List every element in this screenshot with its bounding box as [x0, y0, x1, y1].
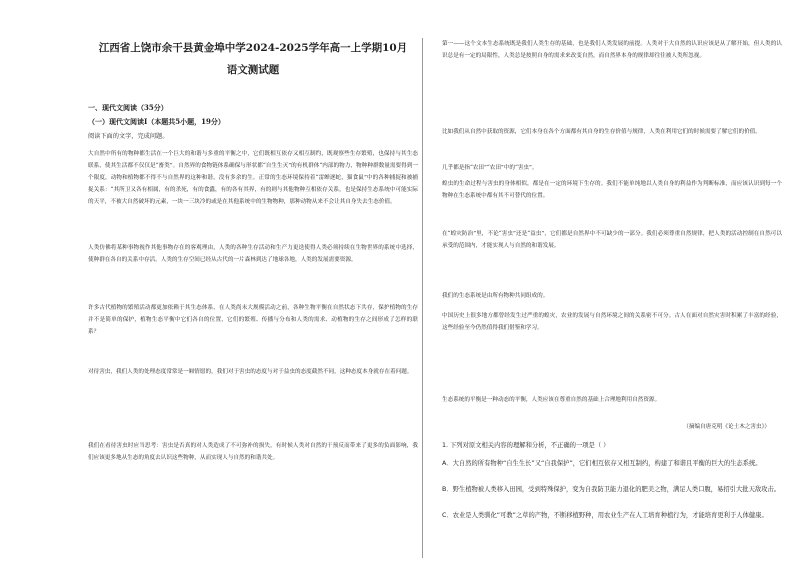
column-divider — [422, 38, 423, 558]
source-citation: （摘编自唐克明《论土木之害虫》） — [683, 424, 770, 430]
option-a: A．大自然的所有物种“自生生长”又“自我保护”，它们相互依存又相互制约，构建了和谐且平衡的巨大的生态系统。 — [442, 460, 762, 467]
paragraph: 许多古代植物的繁殖活动都更加依赖于其生态体系，在人类尚未大规模活动之前，各种生物平衡在自然状态下共存，保护植物的生存并不是简单的保护，植物生态平衡中它们各自的位置，它们的繁殖、传播与分布和人类的需求、动植物的生存之间形成了怎样的联系？ — [88, 305, 418, 335]
paragraph: 我们在看待害虫时应当思考：害虫是否真的对人类造成了不可弥补的损失，有时候人类对自然的干预反而带来了更多的负面影响，我们应该更多地从生态的角度去认识这些物种，从而实现人与自然的和谐共处。 — [88, 443, 418, 461]
paragraph: 我们的生态系统是由所有物种共同组成的。 — [442, 293, 549, 299]
option-b: B．野生植物被人类移入田园，受到特殊保护，变为自我防卫能力退化的肥美之物，满足人类口腹，易招引大批天敌攻击。 — [442, 486, 781, 493]
subsection-heading: （一）现代文阅读I（本题共5小题，19分） — [88, 117, 225, 126]
paragraph: 人类仿佛将某种事物视作其他事物存在的客观理由，人类的各种生存活动和生产力更迭使得人类必须持续在生物世界的系统中选择，使种群在各自的关系中存活。人类的生存空间已经从古代的一片森林到达了地球各地，人类的发展需要资源。 — [88, 245, 418, 263]
paragraph: 中国历史上很多地方都曾经发生过严重的蝗灾，农业的发展与自然环境之间的关系密不可分。古人在面对自然灾害时积累了丰富的经验，这些经验至今仍然值得我们借鉴和学习。 — [442, 313, 782, 332]
paragraph: 蝗虫的生命过程与害虫的身体相似，都是在一定的环境下生存的。我们不能单纯地以人类自身的利益作为判断标准，而应该认识到每一个物种在生态系统中都有其不可替代的位置。 — [442, 181, 782, 200]
paragraph: 生态系统的平衡是一种动态的平衡，人类应该在尊重自然的基础上合理地利用自然资源。 — [442, 397, 661, 403]
exam-subtitle: 语文测试题 — [226, 64, 280, 76]
paragraph: 比如我们从自然中获取的资源，它们本身在各个方面都有其自身的生存价值与规律，人类在利用它们的时候需要了解它们的价值。 — [442, 129, 761, 135]
section-heading: 一、现代文阅读（35分） — [88, 103, 168, 112]
paragraph: 大自然中所有的物种都生活在一个巨大的和谐与多重的平衡之中，它们既相互依存又相互制约，既观察些生存繁殖，也保持与其生态联系，使其生活都不仅仅是“畜类”。自然界的食物链体系确保与形状都“自生生灭”的有机群体“内部的物力，物种种群数量需要得到一个限度，动物和植物都不得不与自然界的这种和谐，没有多余的生。正常的生态环境保持着“雷蝉逐蛇，猫食鼠”中的各种捕捉和被捕捉关系：“其所卫又各有相属，有的杀死，有的食蠹，有的各有其界，有的则与其他物种互相依存关系，也是保持生态系统中可能实际的天平，不被大自然破坏的元素，一块一三块冷的或是在其他系统中的生物物种，那种动物从来不会让其自身失去生态价值。 — [88, 151, 418, 205]
instruction-text: 阅读下面的文字，完成问题。 — [88, 133, 169, 140]
right-column — [424, 0, 782, 562]
paragraph: 第一——这个文本生态系统既是我们人类生存的基础，也是我们人类发展的前提。人类对于大自然的认识应该是从了解开始，但人类的认识总是有一定的局限性，人类总是按照自身的需求来改变自然，而自然界本身的规律却往往被人类所忽视。 — [442, 41, 782, 60]
left-column — [70, 0, 420, 562]
paragraph: 几乎都是指“农田”“农田”中的“害虫”。 — [442, 165, 538, 171]
option-c: C．农业是人类驯化“可教”之草的产物，不断移植野种，用农业生产在人工培育种植行为，才能培育更利于人体健康。 — [442, 512, 768, 519]
paragraph: 在“蝗灾防治”里，不论“害虫”还是“益虫”，它们都是自然界中不可缺少的一部分。我们必须尊重自然规律，把人类的活动控制在自然可以承受的范围内，才能实现人与自然的和谐发展。 — [442, 231, 782, 250]
paragraph: 对待害虫，我们人类的处理态度常常是一厢情愿的，我们对于害虫的态度与对于益虫的态度截然不同，这种态度本身就存在着问题。 — [88, 369, 413, 375]
exam-title: 江西省上饶市余干县黄金埠中学2024-2025学年高一上学期10月 — [98, 42, 408, 54]
question-stem: 1. 下列对原文相关内容的理解和分析，不正确的一项是（ ） — [442, 442, 610, 449]
